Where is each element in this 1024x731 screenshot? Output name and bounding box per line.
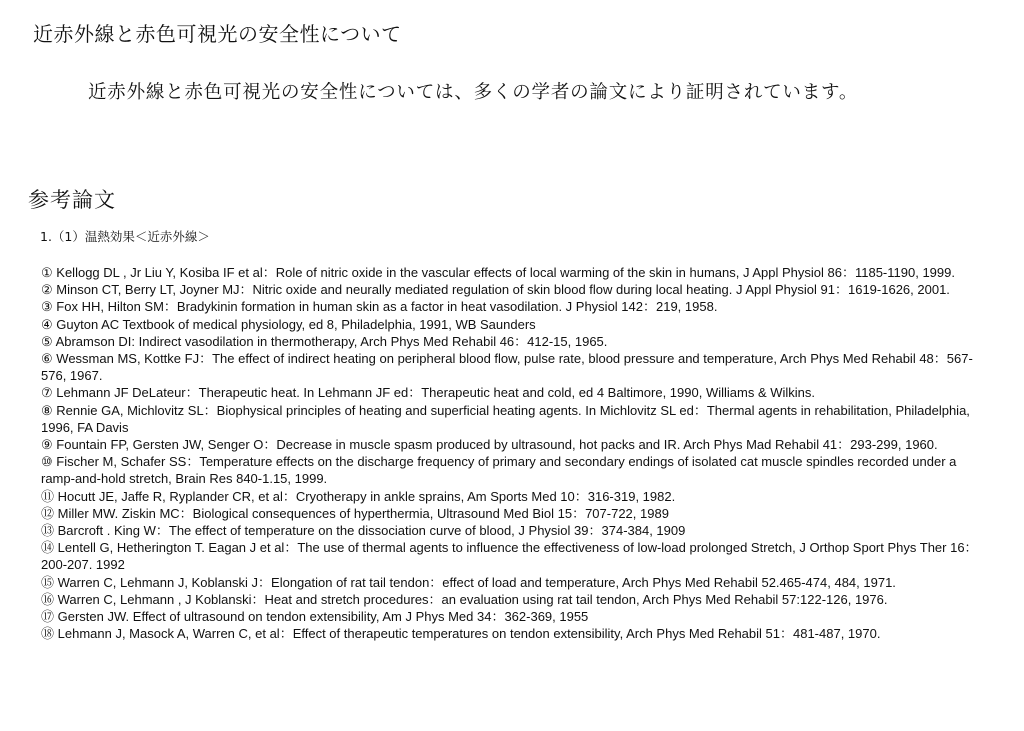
reference-text: Minson CT, Berry LT, Joyner MJ：Nitric oxide and neurally mediated regulation of skin blood flow during local heating. J Appl Physiol 91：1619-1626, 2001. [56,282,950,298]
reference-item [41,625,986,642]
reference-text: Warren C, Lehmann J, Koblanski J：Elongation of rat tail tendon：effect of load and temperature, Arch Phys Med Rehabil 52.465-474, 484, 1971. [57,574,896,590]
reference-text: Fischer M, Schafer SS：Temperature effects on the discharge frequency of primary and secondary endings of isolated cat muscle spindles recorded under a ramp-and-hold stretch, Brain Res 840-1.15, 1999. [41,454,957,487]
reference-number: ⑫ [41,505,55,521]
reference-item [41,298,986,315]
reference-item [41,574,986,591]
reference-number: ⑥ [41,351,53,367]
reference-text: Barcroft . King W：The effect of temperature on the dissociation curve of blood, J Physiol 39：374-384, 1909 [57,523,686,539]
reference-item [41,488,986,505]
reference-number: ⑨ [41,437,53,453]
reference-number: ⑧ [41,402,53,418]
reference-text: Guyton AC Textbook of medical physiology, ed 8, Philadelphia, 1991, WB Saunders [56,316,536,332]
reference-item [41,350,986,384]
references-heading: 参考論文 [28,188,116,212]
reference-number: ⑱ [41,626,55,642]
reference-text: Wessman MS, Kottke FJ：The effect of indirect heating on peripheral blood flow, pulse rate, blood pressure and temperature, Arch Phys Med Rehabil 48：567-576, 1967. [41,351,973,384]
reference-item [41,316,986,333]
reference-text: Lentell G, Hetherington T. Eagan J et al：The use of thermal agents to influence the effectiveness of low-load prolonged Stretch, J Orthop Sport Phys Ther 16：200-207. 1992 [41,540,978,573]
reference-number: ① [41,265,53,280]
reference-item [41,264,986,281]
section-label: 1.（1）温熱効果＜近赤外線＞ [40,229,210,244]
reference-text: Kellogg DL , Jr Liu Y, Kosiba IF et al：Role of nitric oxide in the vascular effects of local warming of the skin in humans, J Appl Physiol 86：1185-1190, 1999. [56,265,955,280]
reference-text: Abramson DI: Indirect vasodilation in thermotherapy, Arch Phys Med Rehabil 46：412-15, 1965. [55,333,608,349]
reference-list [41,264,986,642]
reference-item [41,591,986,608]
reference-item [41,281,986,298]
reference-number: ⑯ [41,591,55,607]
reference-number: ⑭ [41,540,55,556]
reference-text: Hocutt JE, Jaffe R, Ryplander CR, et al：Cryotherapy in ankle sprains, Am Sports Med 10：316-319, 1982. [57,488,676,504]
reference-item [41,608,986,625]
reference-number: ⑩ [41,454,53,470]
reference-number: ⑰ [41,609,55,625]
reference-text: Miller MW. Ziskin MC：Biological consequences of hyperthermia, Ultrasound Med Biol 15：707-722, 1989 [57,505,669,521]
reference-text: Warren C, Lehmann , J Koblanski：Heat and stretch procedures：an evaluation using rat tail tendon, Arch Phys Med Rehabil 57:122-126, 1976. [57,591,888,607]
reference-text: Rennie GA, Michlovitz SL：Biophysical principles of heating and superficial heating agents. In Michlovitz SL ed：Thermal agents in rehabilitation, Philadelphia, 1996, FA Davis [41,402,970,435]
reference-number: ② [41,282,53,298]
reference-text: Lehmann JF DeLateur：Therapeutic heat. In Lehmann JF ed：Therapeutic heat and cold, ed 4 Baltimore, 1990, Williams & Wilkins. [56,385,815,401]
reference-number: ④ [41,316,53,332]
reference-number: ⑬ [41,523,55,539]
reference-number: ⑦ [41,385,53,401]
reference-item [41,505,986,522]
reference-item [41,453,986,487]
reference-item [41,333,986,350]
reference-number: ⑤ [41,333,53,349]
reference-item [41,522,986,539]
reference-item [41,384,986,401]
reference-item [41,436,986,453]
reference-number: ③ [41,299,53,315]
lead-paragraph: 近赤外線と赤色可視光の安全性については、多くの学者の論文により証明されています。 [88,82,859,103]
reference-text: Fox HH, Hilton SM：Bradykinin formation in human skin as a factor in heat vasodilation. J Physiol 142：219, 1958. [56,299,718,315]
page-title: 近赤外線と赤色可視光の安全性について [33,22,402,46]
reference-item [41,539,986,573]
reference-number: ⑪ [41,488,55,504]
reference-number: ⑮ [41,574,55,590]
reference-text: Fountain FP, Gersten JW, Senger O：Decrease in muscle spasm produced by ultrasound, hot packs and IR. Arch Phys Mad Rehabil 41：293-299, 1960. [56,437,938,453]
reference-text: Lehmann J, Masock A, Warren C, et al：Effect of therapeutic temperatures on tendon extensibility, Arch Phys Med Rehabil 51：481-487, 1970. [57,626,881,642]
reference-text: Gersten JW. Effect of ultrasound on tendon extensibility, Am J Phys Med 34：362-369, 1955 [57,609,589,625]
reference-item [41,402,986,436]
